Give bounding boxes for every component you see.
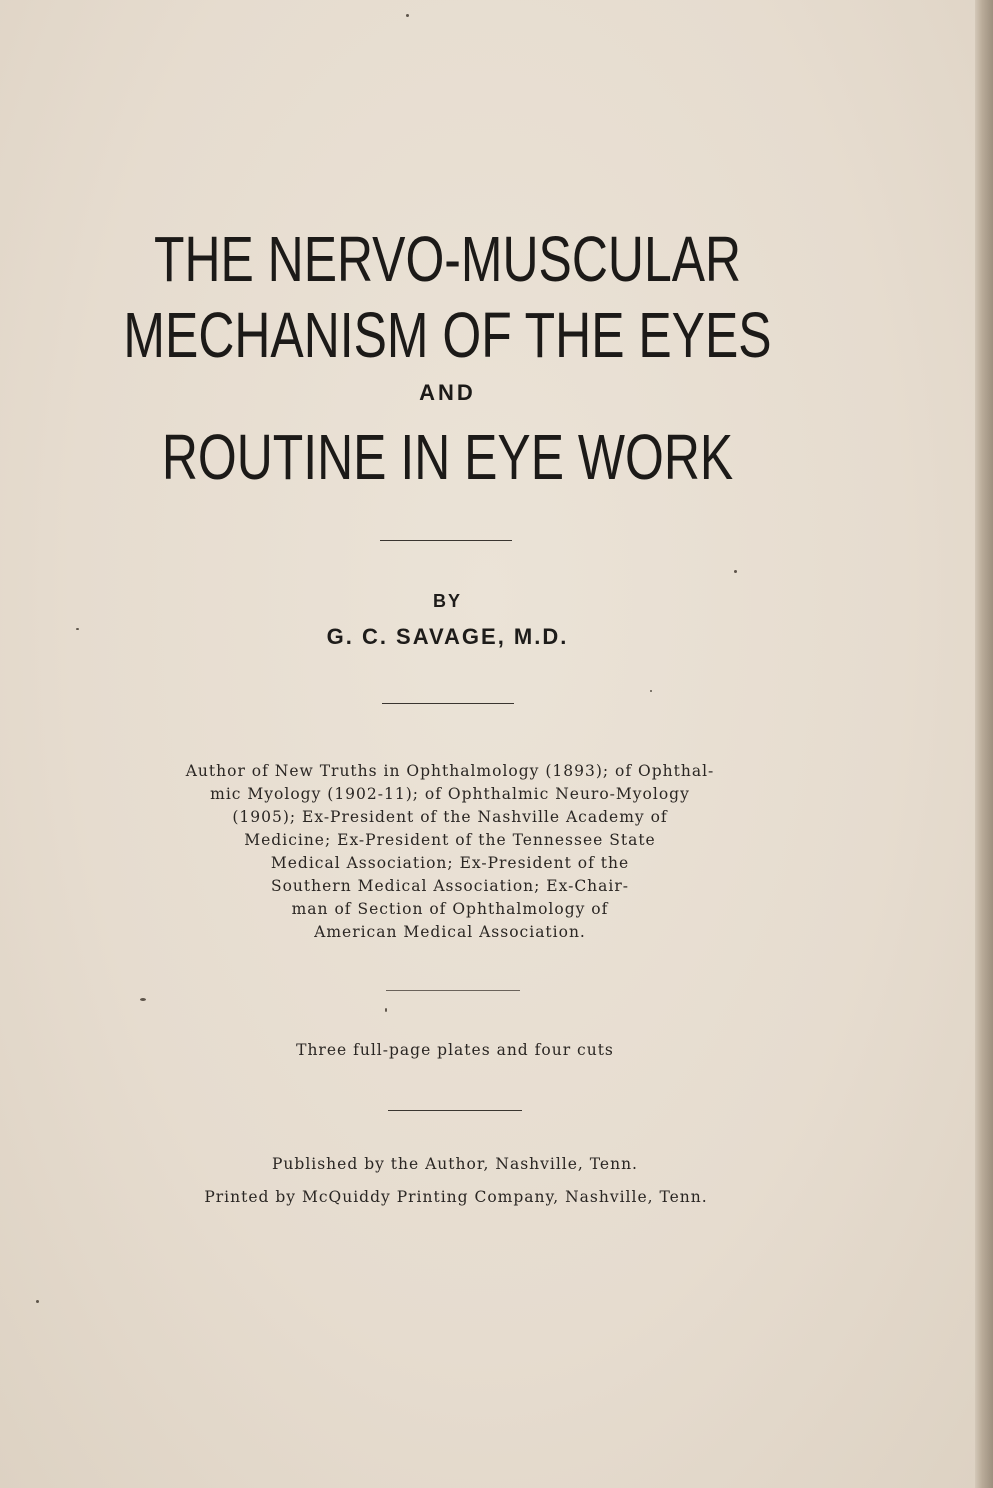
- paper-speck: [385, 1008, 387, 1012]
- divider-rule: [382, 703, 514, 704]
- paper-speck: [140, 998, 146, 1001]
- page-edge: [975, 0, 993, 1488]
- credentials-line: Medical Association; Ex-President of the: [270, 854, 630, 872]
- title-conjunction: AND: [419, 380, 476, 405]
- paper-speck: [76, 628, 79, 630]
- credentials-line: Medicine; Ex-President of the Tennessee State: [244, 831, 656, 849]
- paper-speck: [650, 690, 652, 692]
- printer-line: Printed by McQuiddy Printing Company, Nashville, Tenn.: [204, 1188, 708, 1206]
- title-line-2: MECHANISM OF THE EYES: [123, 299, 772, 371]
- credentials-line: Author of New Truths in Ophthalmology (1893); of Ophthal-: [185, 762, 715, 780]
- credentials-line: mic Myology (1902-11); of Ophthalmic Neuro-Myology: [210, 785, 690, 803]
- paper-speck: [734, 570, 737, 573]
- divider-rule: [380, 540, 512, 541]
- credentials-line: American Medical Association.: [314, 923, 586, 941]
- author-name: G. C. SAVAGE, M.D.: [326, 624, 569, 649]
- credentials-line: man of Section of Ophthalmology of: [291, 900, 609, 918]
- byline-label: BY: [432, 591, 462, 611]
- title-line-3: ROUTINE IN EYE WORK: [161, 421, 734, 493]
- author-credentials: [140, 760, 760, 944]
- plates-note: Three full-page plates and four cuts: [296, 1041, 614, 1059]
- divider-rule: [386, 990, 520, 991]
- credentials-line: Southern Medical Association; Ex-Chair-: [270, 877, 630, 895]
- divider-rule: [388, 1110, 522, 1111]
- publisher-line: Published by the Author, Nashville, Tenn.: [271, 1155, 638, 1173]
- paper-speck: [406, 14, 409, 17]
- paper-speck: [36, 1300, 39, 1303]
- credentials-line: (1905); Ex-President of the Nashville Academy of: [232, 808, 668, 826]
- title-line-1: THE NERVO-MUSCULAR: [153, 223, 742, 295]
